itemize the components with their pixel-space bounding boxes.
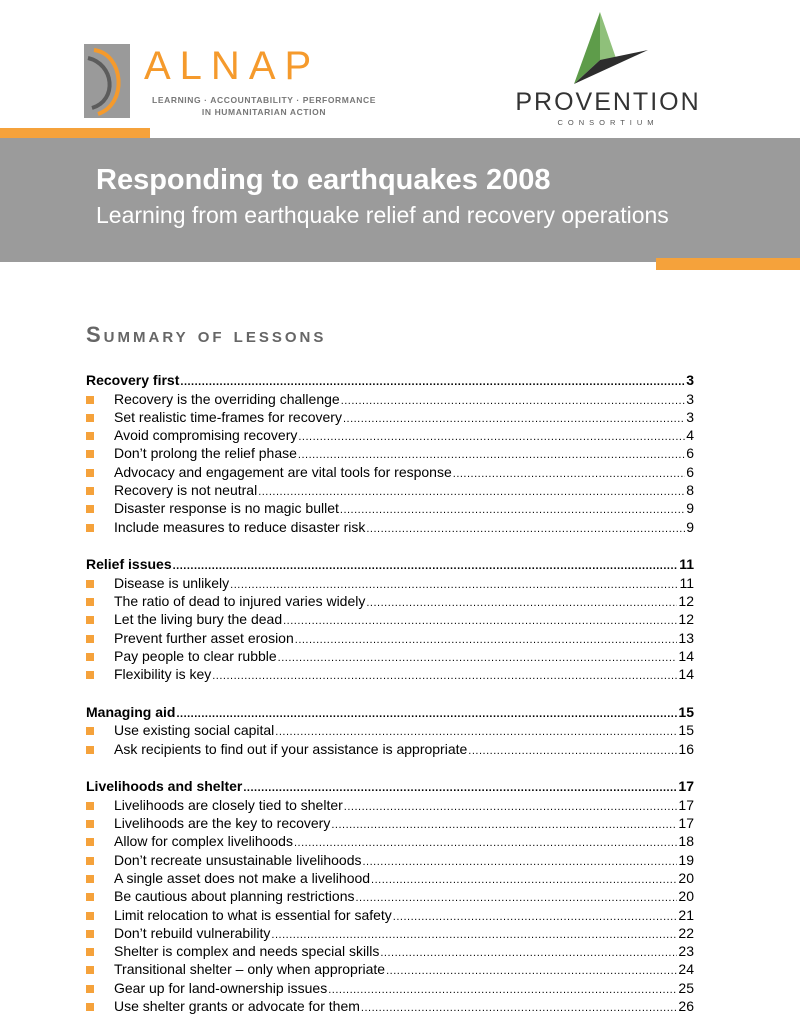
toc-dot-leader — [361, 1002, 678, 1014]
toc-entry[interactable] — [86, 516, 694, 534]
bullet-square-icon — [86, 653, 94, 661]
toc-entry-label: Livelihoods are the key to recovery — [114, 815, 331, 832]
toc-page-number: 12 — [678, 611, 694, 628]
toc-dot-leader — [298, 449, 685, 461]
toc-entry-label: Flexibility is key — [114, 666, 212, 683]
toc-entry-label: Let the living bury the dead — [114, 611, 283, 628]
toc-entry[interactable] — [86, 849, 694, 867]
table-of-contents — [86, 370, 694, 1034]
toc-page-number: 17 — [678, 796, 694, 813]
bullet-square-icon — [86, 505, 94, 513]
toc-section-heading[interactable] — [86, 702, 694, 720]
alnap-tagline-line1: LEARNING · ACCOUNTABILITY · PERFORMANCE — [152, 95, 376, 105]
bullet-square-icon — [86, 802, 94, 810]
toc-section — [86, 776, 694, 1014]
toc-entry-label: A single asset does not make a livelihood — [114, 869, 371, 886]
toc-page-number: 9 — [686, 500, 694, 517]
toc-entry-label: Use shelter grants or advocate for them — [114, 998, 360, 1014]
toc-dot-leader — [173, 560, 679, 572]
toc-dot-leader — [344, 801, 678, 813]
bullet-square-icon — [86, 598, 94, 606]
bullet-square-icon — [86, 727, 94, 735]
bullet-square-icon — [86, 635, 94, 643]
toc-dot-leader — [275, 726, 677, 738]
toc-dot-leader — [386, 965, 677, 977]
toc-entry-label: Allow for complex livelihoods — [114, 833, 293, 850]
alnap-tagline — [144, 94, 384, 118]
bullet-square-icon — [86, 985, 94, 993]
toc-dot-leader — [380, 947, 677, 959]
toc-entry[interactable] — [86, 572, 694, 590]
provention-subtitle: CONSORTIUM — [557, 118, 659, 127]
toc-dot-leader — [371, 874, 677, 886]
toc-entry[interactable] — [86, 996, 694, 1014]
toc-section-title: Relief issues — [86, 556, 172, 573]
toc-page-number: 3 — [686, 408, 694, 425]
toc-page-number: 19 — [678, 851, 694, 868]
toc-section-heading[interactable] — [86, 554, 694, 572]
toc-section — [86, 702, 694, 757]
toc-entry-label: Disaster response is no magic bullet — [114, 500, 339, 517]
accent-bar-bottom — [656, 258, 800, 270]
toc-dot-leader — [362, 856, 677, 868]
toc-dot-leader — [295, 634, 678, 646]
toc-entry[interactable] — [86, 904, 694, 922]
toc-entry[interactable] — [86, 831, 694, 849]
toc-entry-label: Include measures to reduce disaster risk — [114, 518, 366, 535]
toc-entry-label: Disease is unlikely — [114, 574, 230, 591]
toc-entry[interactable] — [86, 498, 694, 516]
toc-entry-label: Recovery is the overriding challenge — [114, 390, 340, 407]
provention-wordmark: PROVENTION — [515, 88, 701, 116]
toc-dot-leader — [328, 984, 677, 996]
provention-logo — [508, 10, 708, 130]
bullet-square-icon — [86, 948, 94, 956]
toc-entry[interactable] — [86, 941, 694, 959]
toc-entry[interactable] — [86, 868, 694, 886]
toc-page-number: 20 — [678, 888, 694, 905]
toc-dot-leader — [341, 395, 686, 407]
toc-entry-label: Shelter is complex and needs special skills — [114, 943, 380, 960]
alnap-tagline-line2: IN HUMANITARIAN ACTION — [201, 107, 327, 117]
toc-entry-label: Don’t prolong the relief phase — [114, 445, 297, 462]
toc-section — [86, 554, 694, 682]
toc-section — [86, 370, 694, 535]
toc-entry-label: The ratio of dead to injured varies widely — [114, 593, 366, 610]
bullet-square-icon — [86, 414, 94, 422]
toc-page-number: 13 — [678, 629, 694, 646]
toc-page-number: 9 — [686, 518, 694, 535]
toc-page-number: 21 — [678, 906, 694, 923]
toc-entry[interactable] — [86, 646, 694, 664]
bullet-square-icon — [86, 469, 94, 477]
toc-section-title: Recovery first — [86, 372, 180, 389]
toc-entry[interactable] — [86, 407, 694, 425]
bullet-square-icon — [86, 450, 94, 458]
toc-entry[interactable] — [86, 959, 694, 977]
document-subtitle: Learning from earthquake relief and recovery operations — [96, 202, 669, 228]
toc-section-title: Livelihoods and shelter — [86, 778, 243, 795]
toc-entry-label: Limit relocation to what is essential for safety — [114, 906, 392, 923]
toc-page-number: 8 — [686, 482, 694, 499]
bullet-square-icon — [86, 857, 94, 865]
bullet-square-icon — [86, 966, 94, 974]
toc-page-number: 4 — [686, 427, 694, 444]
toc-entry-label: Livelihoods are closely tied to shelter — [114, 796, 343, 813]
toc-entry-label: Avoid compromising recovery — [114, 427, 298, 444]
toc-dot-leader — [343, 413, 685, 425]
toc-dot-leader — [230, 579, 678, 591]
toc-entry[interactable] — [86, 591, 694, 609]
toc-entry[interactable] — [86, 388, 694, 406]
toc-dot-leader — [180, 376, 685, 388]
bullet-square-icon — [86, 912, 94, 920]
toc-entry-label: Don’t recreate unsustainable livelihoods — [114, 851, 362, 868]
toc-entry[interactable] — [86, 813, 694, 831]
toc-dot-leader — [331, 819, 677, 831]
toc-page-number: 15 — [678, 722, 694, 739]
toc-page-number: 23 — [678, 943, 694, 960]
bullet-square-icon — [86, 432, 94, 440]
bullet-square-icon — [86, 838, 94, 846]
toc-page-number: 11 — [679, 556, 694, 573]
summary-heading: Summary of lessons — [86, 322, 327, 347]
bullet-square-icon — [86, 487, 94, 495]
bullet-square-icon — [86, 580, 94, 588]
toc-entry[interactable] — [86, 794, 694, 812]
toc-entry[interactable] — [86, 664, 694, 682]
document-title: Responding to earthquakes 2008 — [96, 164, 551, 196]
toc-entry[interactable] — [86, 480, 694, 498]
toc-entry-label: Pay people to clear rubble — [114, 647, 277, 664]
toc-entry[interactable] — [86, 609, 694, 627]
toc-page-number: 25 — [678, 979, 694, 996]
toc-page-number: 24 — [678, 961, 694, 978]
toc-section-heading[interactable] — [86, 776, 694, 794]
toc-entry-label: Don’t rebuild vulnerability — [114, 924, 271, 941]
toc-dot-leader — [283, 615, 677, 627]
toc-entry-label: Set realistic time-frames for recovery — [114, 408, 342, 425]
alnap-wordmark: ALNAP — [144, 44, 321, 88]
toc-entry-label: Use existing social capital — [114, 722, 275, 739]
toc-entry[interactable] — [86, 443, 694, 461]
bullet-square-icon — [86, 616, 94, 624]
bullet-square-icon — [86, 875, 94, 883]
toc-page-number: 6 — [686, 445, 694, 462]
toc-dot-leader — [243, 782, 677, 794]
toc-section-heading[interactable] — [86, 370, 694, 388]
toc-dot-leader — [366, 597, 677, 609]
toc-page-number: 15 — [678, 704, 694, 721]
bullet-square-icon — [86, 1003, 94, 1011]
toc-entry[interactable] — [86, 425, 694, 443]
toc-dot-leader — [393, 911, 678, 923]
bullet-square-icon — [86, 671, 94, 679]
toc-dot-leader — [453, 468, 685, 480]
toc-entry-label: Transitional shelter – only when appropriate — [114, 961, 386, 978]
toc-dot-leader — [355, 892, 677, 904]
toc-section-title: Managing aid — [86, 704, 176, 721]
toc-dot-leader — [212, 670, 677, 682]
toc-page-number: 17 — [678, 815, 694, 832]
bullet-square-icon — [86, 396, 94, 404]
bullet-square-icon — [86, 930, 94, 938]
toc-entry-label: Prevent further asset erosion — [114, 629, 294, 646]
toc-page-number: 6 — [686, 463, 694, 480]
toc-page-number: 26 — [678, 998, 694, 1014]
toc-dot-leader — [366, 523, 685, 535]
toc-page-number: 17 — [678, 778, 694, 795]
toc-entry[interactable] — [86, 461, 694, 479]
toc-entry[interactable] — [86, 738, 694, 756]
toc-page-number: 14 — [678, 666, 694, 683]
alnap-logo — [84, 44, 374, 122]
toc-entry-label: Advocacy and engagement are vital tools for response — [114, 463, 452, 480]
toc-page-number: 14 — [678, 647, 694, 664]
toc-dot-leader — [278, 652, 678, 664]
toc-dot-leader — [271, 929, 677, 941]
toc-entry-label: Gear up for land-ownership issues — [114, 979, 328, 996]
toc-dot-leader — [294, 837, 677, 849]
toc-entry[interactable] — [86, 977, 694, 995]
provention-triangle-icon — [570, 10, 650, 88]
toc-page-number: 22 — [678, 924, 694, 941]
toc-page-number: 12 — [678, 593, 694, 610]
toc-dot-leader — [468, 745, 677, 757]
toc-entry[interactable] — [86, 923, 694, 941]
toc-dot-leader — [340, 504, 685, 516]
toc-page-number: 18 — [678, 833, 694, 850]
toc-page-number: 3 — [686, 390, 694, 407]
toc-dot-leader — [258, 486, 685, 498]
bullet-square-icon — [86, 820, 94, 828]
toc-entry[interactable] — [86, 627, 694, 645]
toc-page-number: 16 — [678, 740, 694, 757]
toc-entry[interactable] — [86, 720, 694, 738]
toc-entry-label: Ask recipients to find out if your assistance is appropriate — [114, 740, 468, 757]
toc-dot-leader — [176, 708, 677, 720]
accent-bar-top — [0, 128, 150, 138]
title-band — [0, 138, 800, 262]
toc-entry[interactable] — [86, 886, 694, 904]
alnap-mark-icon — [84, 44, 130, 118]
toc-dot-leader — [298, 431, 685, 443]
toc-page-number: 20 — [678, 869, 694, 886]
toc-page-number: 11 — [679, 574, 694, 591]
bullet-square-icon — [86, 746, 94, 754]
toc-entry-label: Be cautious about planning restrictions — [114, 888, 355, 905]
bullet-square-icon — [86, 524, 94, 532]
bullet-square-icon — [86, 893, 94, 901]
toc-entry-label: Recovery is not neutral — [114, 482, 258, 499]
toc-page-number: 3 — [686, 372, 694, 389]
